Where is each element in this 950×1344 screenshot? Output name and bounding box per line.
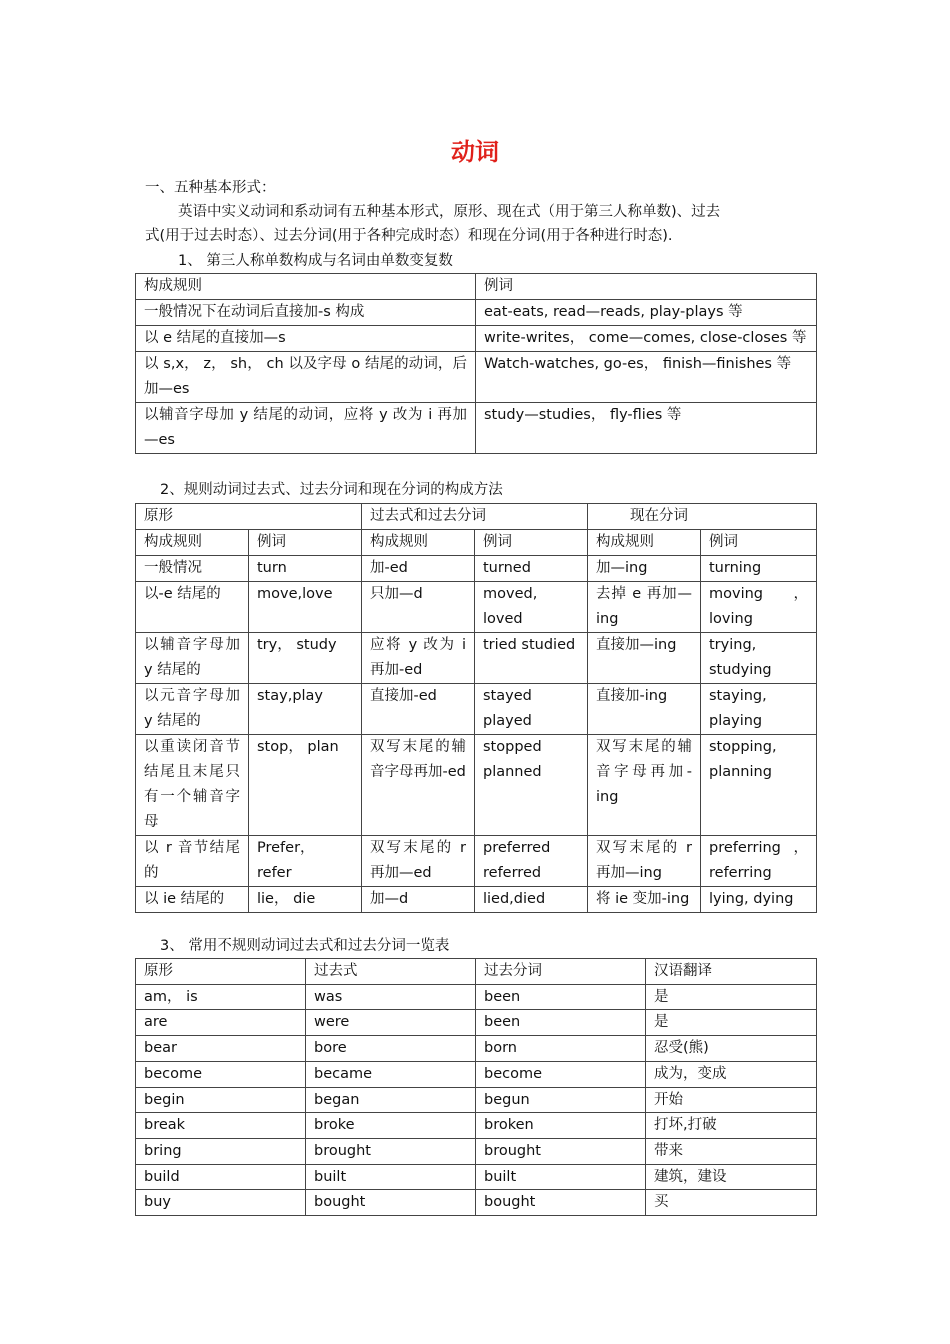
table-cell: stop， plan xyxy=(249,735,362,836)
table-cell: stayed played xyxy=(475,684,588,735)
table-cell: 直接加—ing xyxy=(588,633,701,684)
table-row xyxy=(136,1010,817,1036)
table-cell: move,love xyxy=(249,582,362,633)
table-cell: were xyxy=(306,1010,476,1036)
table-header-row xyxy=(136,959,817,985)
table-cell: are xyxy=(136,1010,306,1036)
table-cell: 以 r 音节结尾的 xyxy=(136,836,249,887)
table-cell: 忍受(熊) xyxy=(646,1036,817,1062)
table-cell: bought xyxy=(306,1190,476,1216)
table-cell: 带来 xyxy=(646,1138,817,1164)
table-cell: born xyxy=(476,1036,646,1062)
table-cell: bring xyxy=(136,1138,306,1164)
irregular-verbs-table xyxy=(135,958,817,1216)
table-cell: stay,play xyxy=(249,684,362,735)
table-cell: preferring ，referring xyxy=(701,836,817,887)
table-cell: stopped planned xyxy=(475,735,588,836)
table-row xyxy=(136,352,817,403)
table-row xyxy=(136,735,817,836)
table-cell: begun xyxy=(476,1087,646,1113)
table-row xyxy=(136,582,817,633)
table-row xyxy=(136,556,817,582)
example-cell: study—studies， fly-flies 等 xyxy=(476,403,817,454)
sub-header-cell: 例词 xyxy=(249,530,362,556)
table-cell: 成为，变成 xyxy=(646,1061,817,1087)
table-cell: brought xyxy=(476,1138,646,1164)
table-row xyxy=(136,403,817,454)
sub-header-cell: 构成规则 xyxy=(588,530,701,556)
intro-line-1: 英语中实义动词和系动词有五种基本形式，原形、现在式（用于第三人称单数)、过去 xyxy=(178,204,721,220)
table-cell: 买 xyxy=(646,1190,817,1216)
sub-header-cell: 例词 xyxy=(475,530,588,556)
table-cell: 直接加-ed xyxy=(362,684,475,735)
table-cell: tried studied xyxy=(475,633,588,684)
table-row xyxy=(136,887,817,913)
table-cell: 双写末尾的辅音字母再加-ing xyxy=(588,735,701,836)
table-row xyxy=(136,1087,817,1113)
rule-cell: 以 e 结尾的直接加—s xyxy=(136,326,476,352)
table-cell: 直接加-ing xyxy=(588,684,701,735)
table-cell: brought xyxy=(306,1138,476,1164)
table-cell: 双写末尾的辅音字母再加-ed xyxy=(362,735,475,836)
table-cell: 双写末尾的 r 再加—ing xyxy=(588,836,701,887)
table-cell: built xyxy=(476,1164,646,1190)
table-header-row xyxy=(136,274,817,300)
table-cell: try， study xyxy=(249,633,362,684)
section3-heading: 3、 常用不规则动词过去式和过去分词一览表 xyxy=(160,938,450,954)
table-cell: became xyxy=(306,1061,476,1087)
sub-header-cell: 构成规则 xyxy=(136,530,249,556)
table-cell: 以辅音字母加 y 结尾的 xyxy=(136,633,249,684)
table-cell: bought xyxy=(476,1190,646,1216)
table-row xyxy=(136,1061,817,1087)
table-row xyxy=(136,1164,817,1190)
table-cell: built xyxy=(306,1164,476,1190)
rule-cell: 以 s,x， z， sh， ch 以及字母 o 结尾的动词，后加—es xyxy=(136,352,476,403)
intro-line-2: 式(用于过去时态）、过去分词(用于各种完成时态）和现在分词(用于各种进行时态). xyxy=(145,228,673,244)
table-row xyxy=(136,633,817,684)
table-cell: 将 ie 变加-ing xyxy=(588,887,701,913)
table-row xyxy=(136,300,817,326)
header-cell: 构成规则 xyxy=(136,274,476,300)
table-cell: lie， die xyxy=(249,887,362,913)
header-cell: 原形 xyxy=(136,959,306,985)
table-cell: begin xyxy=(136,1087,306,1113)
sub-header-row xyxy=(136,530,817,556)
header-cell: 例词 xyxy=(476,274,817,300)
table-cell: 以重读闭音节结尾且末尾只有一个辅音字母 xyxy=(136,735,249,836)
example-cell: write-writes， come—comes, close-closes 等 xyxy=(476,326,817,352)
table-cell: am， is xyxy=(136,984,306,1010)
table-row xyxy=(136,1036,817,1062)
table-cell: 加—d xyxy=(362,887,475,913)
section1-heading: 一、五种基本形式： xyxy=(145,180,276,196)
group-header-cell: 原形 xyxy=(136,504,362,530)
table-cell: 是 xyxy=(646,984,817,1010)
table-cell: lying, dying xyxy=(701,887,817,913)
table-cell: build xyxy=(136,1164,306,1190)
table-row xyxy=(136,1190,817,1216)
table-cell: 加—ing xyxy=(588,556,701,582)
table-cell: staying, playing xyxy=(701,684,817,735)
table-cell: trying, studying xyxy=(701,633,817,684)
table-cell: 应将 y 改为 i 再加-ed xyxy=(362,633,475,684)
table-cell: moved, loved xyxy=(475,582,588,633)
table-cell: Prefer， refer xyxy=(249,836,362,887)
sub1-heading: 1、 第三人称单数构成与名词由单数变复数 xyxy=(178,253,453,269)
table-cell: turned xyxy=(475,556,588,582)
rule-cell: 以辅音字母加 y 结尾的动词，应将 y 改为 i 再加—es xyxy=(136,403,476,454)
group-header-cell: 过去式和过去分词 xyxy=(362,504,588,530)
table-row xyxy=(136,326,817,352)
table-cell: turn xyxy=(249,556,362,582)
regular-verbs-table xyxy=(135,503,817,913)
table-cell: 去掉 e 再加—ing xyxy=(588,582,701,633)
header-cell: 过去式 xyxy=(306,959,476,985)
table-cell: broke xyxy=(306,1113,476,1139)
table-cell: stopping, planning xyxy=(701,735,817,836)
group-header-row xyxy=(136,504,817,530)
table-row xyxy=(136,984,817,1010)
table-cell: bore xyxy=(306,1036,476,1062)
example-cell: Watch-watches, go-es， finish—finishes 等 xyxy=(476,352,817,403)
table-cell: bear xyxy=(136,1036,306,1062)
table-cell: 以-e 结尾的 xyxy=(136,582,249,633)
table-cell: turning xyxy=(701,556,817,582)
table-cell: preferred referred xyxy=(475,836,588,887)
table-cell: 加-ed xyxy=(362,556,475,582)
third-person-table xyxy=(135,273,817,454)
header-cell: 过去分词 xyxy=(476,959,646,985)
table-cell: 是 xyxy=(646,1010,817,1036)
table-cell: become xyxy=(136,1061,306,1087)
table-cell: become xyxy=(476,1061,646,1087)
table-cell: 一般情况 xyxy=(136,556,249,582)
table-cell: 建筑，建设 xyxy=(646,1164,817,1190)
table-row xyxy=(136,836,817,887)
example-cell: eat-eats, read—reads, play-plays 等 xyxy=(476,300,817,326)
page-title: 动词 xyxy=(451,138,499,166)
table-cell: been xyxy=(476,1010,646,1036)
header-cell: 汉语翻译 xyxy=(646,959,817,985)
section2-heading: 2、规则动词过去式、过去分词和现在分词的构成方法 xyxy=(160,482,503,498)
table-cell: moving ，loving xyxy=(701,582,817,633)
table-cell: break xyxy=(136,1113,306,1139)
table-cell: been xyxy=(476,984,646,1010)
group-header-cell: 现在分词 xyxy=(588,504,817,530)
table-cell: 双写末尾的 r 再加—ed xyxy=(362,836,475,887)
table-cell: began xyxy=(306,1087,476,1113)
rule-cell: 一般情况下在动词后直接加-s 构成 xyxy=(136,300,476,326)
table-cell: lied,died xyxy=(475,887,588,913)
table-row xyxy=(136,1113,817,1139)
table-cell: 打坏,打破 xyxy=(646,1113,817,1139)
table-row xyxy=(136,684,817,735)
table-row xyxy=(136,1138,817,1164)
table-cell: broken xyxy=(476,1113,646,1139)
table-cell: was xyxy=(306,984,476,1010)
table-cell: 开始 xyxy=(646,1087,817,1113)
sub-header-cell: 例词 xyxy=(701,530,817,556)
table-cell: 以元音字母加 y 结尾的 xyxy=(136,684,249,735)
sub-header-cell: 构成规则 xyxy=(362,530,475,556)
table-cell: buy xyxy=(136,1190,306,1216)
table-cell: 只加—d xyxy=(362,582,475,633)
table-cell: 以 ie 结尾的 xyxy=(136,887,249,913)
